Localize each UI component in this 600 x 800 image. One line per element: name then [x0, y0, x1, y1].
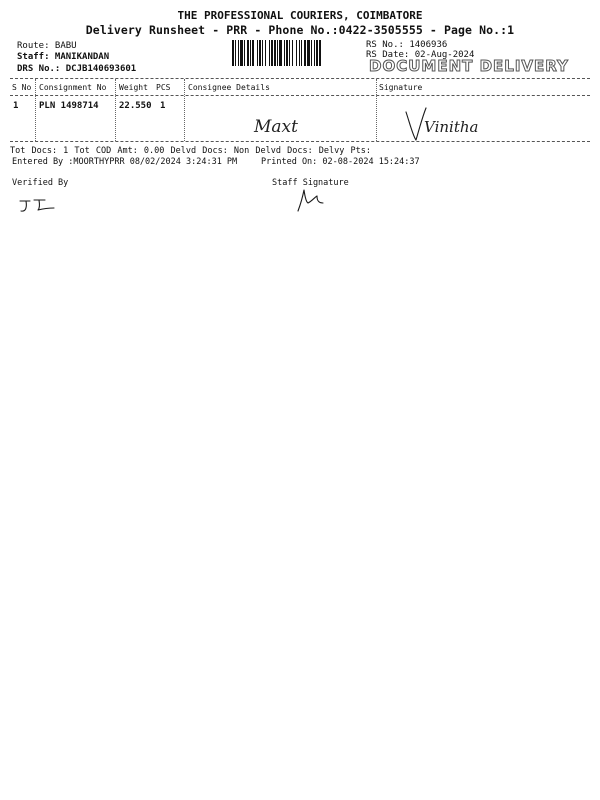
barcode-bar — [247, 40, 249, 66]
barcode-bar — [238, 40, 239, 66]
staff-label: Staff: MANIKANDAN — [17, 52, 110, 62]
barcode-bar — [316, 40, 318, 66]
barcode-bar — [265, 40, 266, 66]
barcode-bar — [292, 40, 293, 66]
entered-by: Entered By :MOORTHYPRR 08/02/2024 3:24:31 PM — [12, 157, 238, 167]
barcode-bar — [314, 40, 315, 66]
column-divider — [115, 79, 116, 141]
drs-number: DRS No.: DCJB140693601 — [17, 64, 137, 74]
staff-signature-label: Staff Signature — [272, 178, 349, 188]
table-header-rule — [10, 95, 590, 96]
barcode-bar — [284, 40, 285, 66]
row-weight: 22.550 — [119, 101, 152, 111]
column-divider — [35, 79, 36, 141]
barcode-image — [232, 40, 356, 66]
rs-number: RS No.: 1406936 — [366, 40, 448, 50]
barcode-bar — [244, 40, 245, 66]
barcode-bar — [299, 40, 300, 66]
printed-on: Printed On: 02-08-2024 15:24:37 — [261, 157, 420, 167]
barcode-bar — [301, 40, 302, 66]
header-pcs: PCS — [156, 83, 171, 92]
table-top-rule — [10, 78, 590, 79]
header-consignment-no: Consignment No — [39, 83, 107, 92]
barcode-bar — [232, 40, 234, 66]
row-consignment-no: PLN 1498714 — [39, 101, 99, 111]
barcode-bar — [262, 40, 263, 66]
verified-by-label: Verified By — [12, 178, 69, 188]
barcode-bar — [277, 40, 278, 66]
barcode-bar — [235, 40, 236, 66]
row-pcs: 1 — [160, 101, 166, 111]
signature-handwriting — [404, 104, 496, 144]
barcode-bar — [240, 40, 243, 66]
staff-signature-handwriting — [293, 187, 333, 215]
barcode-bar — [304, 40, 306, 66]
barcode-bar — [296, 40, 297, 66]
barcode-bar — [274, 40, 276, 66]
column-divider — [184, 79, 185, 141]
barcode-bar — [311, 40, 312, 66]
table-bottom-rule — [10, 141, 590, 142]
barcode-bar — [286, 40, 288, 66]
barcode-bar — [289, 40, 290, 66]
header-weight: Weight — [119, 83, 148, 92]
runsheet-title: Delivery Runsheet - PRR - Phone No.:0422-3505555 - Page No.:1 — [85, 23, 515, 37]
svg-text:Vinitha: Vinitha — [424, 118, 479, 136]
barcode-bar — [257, 40, 258, 66]
company-title: THE PROFESSIONAL COURIERS, COIMBATORE — [177, 9, 423, 22]
consignee-handwriting — [252, 113, 322, 139]
rs-date: RS Date: 02-Aug-2024 — [366, 50, 475, 60]
barcode-bar — [319, 40, 321, 66]
svg-text:Maxt: Maxt — [254, 117, 298, 137]
barcode-bar — [279, 40, 282, 66]
header-sno: S No — [12, 83, 32, 92]
barcode-bar — [271, 40, 273, 66]
barcode-bar — [250, 40, 251, 66]
header-consignee-details: Consignee Details — [188, 83, 270, 92]
totals-line: Tot Docs: 1 Tot COD Amt: 0.00 Delvd Docs: Non Delvd Docs: Delvy Pts: — [10, 146, 371, 156]
barcode-bar — [259, 40, 261, 66]
barcode-bar — [307, 40, 310, 66]
barcode-bar — [269, 40, 270, 66]
column-divider — [376, 79, 377, 141]
barcode-bar — [252, 40, 254, 66]
verified-initials-handwriting — [18, 197, 68, 217]
header-signature: Signature — [379, 83, 423, 92]
document-delivery-stamp: DOCUMENT DELIVERY — [369, 57, 569, 75]
route-label: Route: BABU — [17, 41, 77, 51]
row-sno: 1 — [13, 101, 19, 111]
